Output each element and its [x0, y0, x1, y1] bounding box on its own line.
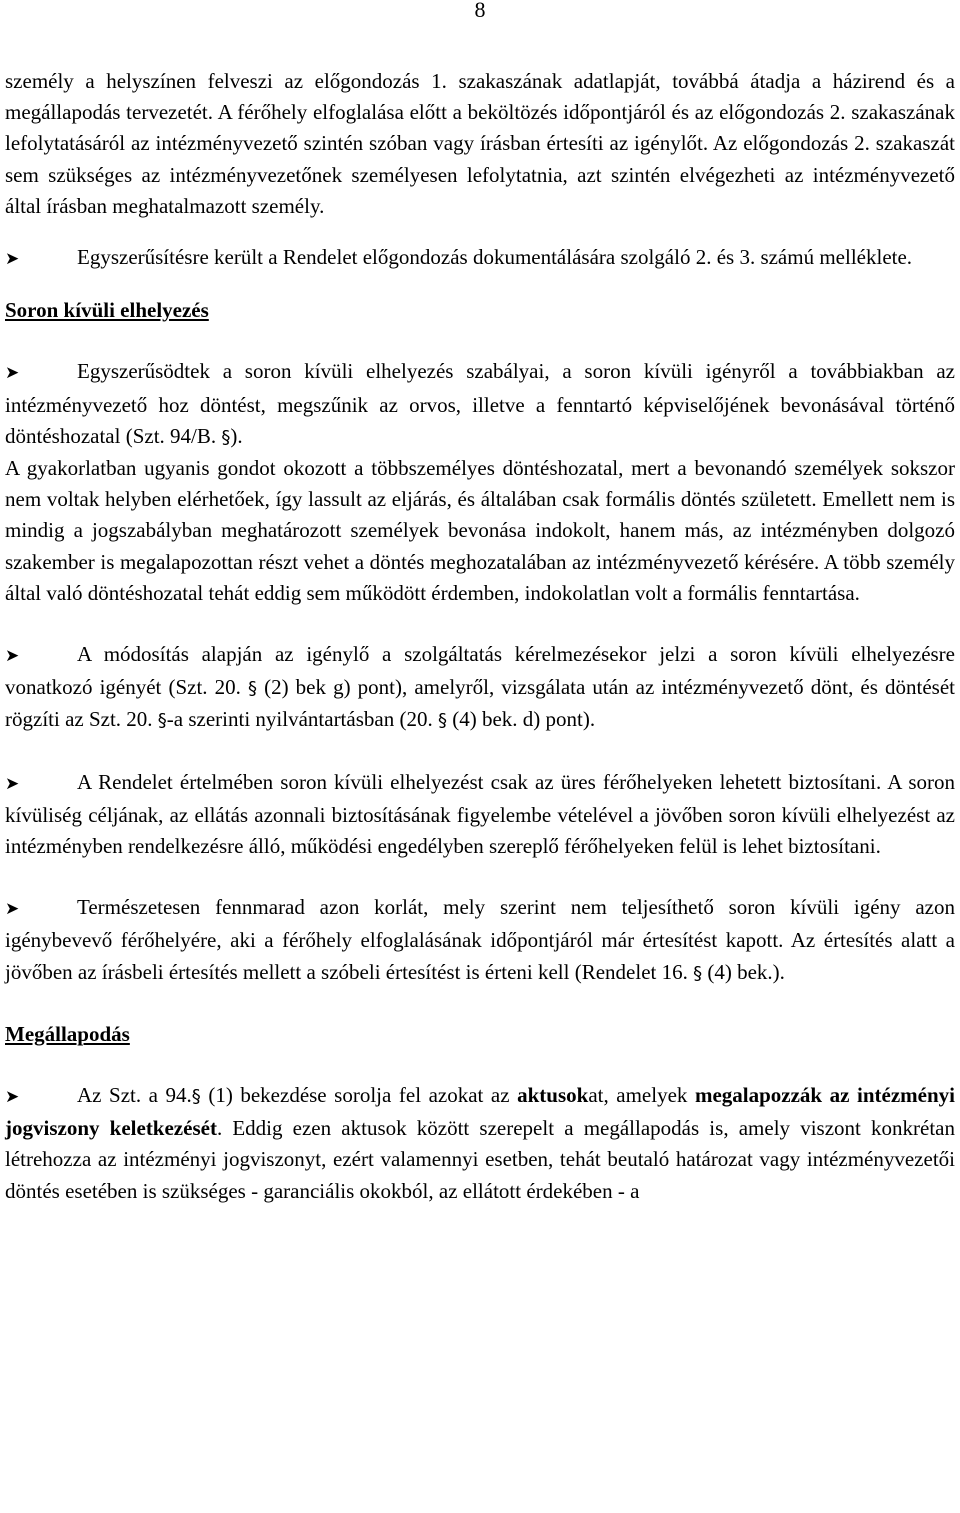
bullet-modification: ➤ A módosítás alapján az igénylő a szolgáltatás kérelmezésekor jelzi a soron kívüli elhelyezésre vonatkozó igényét (Szt. 20. § (2) bek g) pont), amelyről, vizsgálata után az intézményvezető dönt, és döntését rögzíti az Szt. 20. §-a szerinti nyilvántartásban (20. § (4) bek. d) pont).	[5, 642, 955, 732]
paragraph-intro: személy a helyszínen felveszi az előgondozás 1. szakaszának adatlapját, továbbá átadja a házirend és a megállapodás tervezetét. A férőhely elfoglalása előtt a beköltözés időpontjáról és az előgondozás 2. szakaszának lefolytatásáról az intézményvezető szintén szóban vagy írásban értesíti az igénylőt. Az előgondozás 2. szakaszát sem szükséges az intézményvezetőnek személyesen lefolytatnia, azt szintén elvégezheti az intézményvezető által írásban meghatalmazott személy.	[5, 69, 955, 218]
arrowhead-right-icon: ➤	[5, 773, 20, 794]
bullet-agreement: ➤ Az Szt. a 94.§ (1) bekezdése sorolja fel azokat az aktusokat, amelyek megalapozzák az intézményi jogviszony keletkezését. Eddig ezen aktusok között szerepelt a megállapodás is, amely viszont konkrétan létrehozza az intézményi jogviszonyt, ezért valamennyi esetben, tehát beutaló határozat vagy intézményvezetői döntés esetében is szükséges - garanciális okokból, az ellátott érdekében - a	[5, 1083, 955, 1203]
heading-megallapodas: Megállapodás	[5, 1021, 130, 1046]
document-body	[5, 66, 955, 1207]
bullet-simplified-rules: ➤ Egyszerűsödtek a soron kívüli elhelyezés szabályai, a soron kívüli igényről a továbbiakban az intézményvezető hoz döntést, megszűnik az orvos, illetve a fenntartó képviselőjének bevonásával történő döntéshozatal (Szt. 94/B. §).	[5, 359, 955, 448]
bullet-vacancies: ➤ A Rendelet értelmében soron kívüli elhelyezést csak az üres férőhelyeken lehetett biztosítani. A soron kívüliség céljának, az ellátás azonnali biztosításának figyelembe vételével a jövőben soron kívüli elhelyezést az intézményben rendelkezésre álló, működési engedélyben szereplő férőhelyeken felül is lehet biztosítani.	[5, 769, 955, 859]
arrowhead-right-icon: ➤	[5, 646, 20, 667]
bullet-restriction: ➤ Természetesen fennmarad azon korlát, mely szerint nem teljesíthető soron kívüli igény azon igénybevevő férőhelyére, aki a férőhely elfoglalásának időpontjáról már értesítést kapott. Az értesítés alatt a jövőben az írásbeli értesítés mellett a szóbeli értesítést is érteni kell (Rendelet 16. § (4) bek.).	[5, 895, 955, 984]
arrowhead-right-icon: ➤	[5, 249, 20, 270]
page-number: 8	[474, 0, 486, 22]
bullet-simplification: ➤ Egyszerűsítésre került a Rendelet előgondozás dokumentálására szolgáló 2. és 3. számú melléklete.	[5, 242, 955, 275]
arrowhead-right-icon: ➤	[5, 363, 20, 384]
heading-soron-kivuli: Soron kívüli elhelyezés	[5, 298, 209, 323]
paragraph-practice: A gyakorlatban ugyanis gondot okozott a többszemélyes döntéshozatal, mert a bevonandó személyek sokszor nem voltak helyben elérhetőek, így lassult az eljárás, és általában csak formális döntés született. Emellett nem is mindig a jogszabályban meghatározott személyek bevonása indokolt, hanem más, az intézményben dolgozó szakember is megalapozottan részt vehet a döntés meghozatalában az intézményvezető kérésére. A több személy által való döntéshozatal tehát eddig sem működött érdemben, indokolatlan volt a formális fenntartása.	[5, 456, 955, 605]
arrowhead-right-icon: ➤	[5, 899, 20, 920]
arrowhead-right-icon: ➤	[5, 1087, 20, 1108]
